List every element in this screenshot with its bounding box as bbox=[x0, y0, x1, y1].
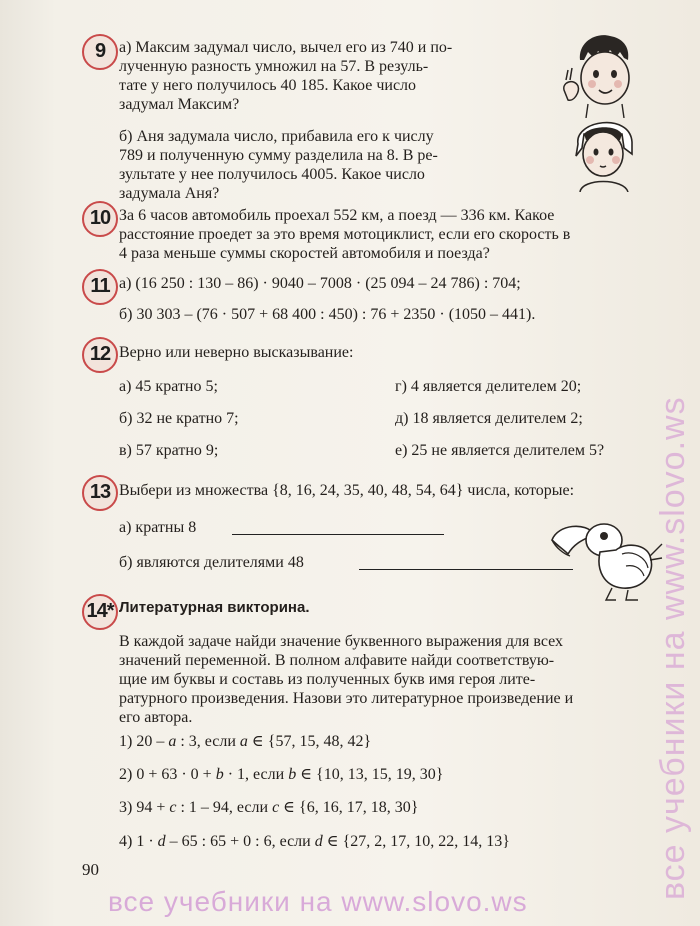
problem-10-line-1: За 6 часов автомобиль проехал 552 км, а поезд — 336 км. Какое bbox=[119, 207, 555, 224]
problem-12-number: 12 bbox=[82, 337, 118, 373]
problem-14-item-2: 2) 0 + 63 · 0 + b · 1, если b ∈ {10, 13, 15, 19, 30} bbox=[119, 766, 444, 783]
problem-10-line-3: 4 раза меньше суммы скоростей автомобиля и поезда? bbox=[119, 245, 490, 262]
problem-12-item-a: а) 45 кратно 5; bbox=[119, 378, 218, 395]
problem-14-item-4: 4) 1 · d – 65 : 65 + 0 : 6, если d ∈ {27, 2, 17, 10, 22, 14, 13} bbox=[119, 833, 510, 850]
problem-11-number: 11 bbox=[82, 269, 118, 305]
problem-13-number: 13 bbox=[82, 475, 118, 511]
problem-12-item-g: г) 4 является делителем 20; bbox=[395, 378, 582, 395]
problem-13b-answer-line bbox=[359, 569, 573, 570]
problem-12-item-v: в) 57 кратно 9; bbox=[119, 442, 219, 459]
problem-9b-line-3: зультате у нее получилось 4005. Какое число bbox=[119, 166, 425, 183]
problem-14-line-4: ратурного произведения. Назови это литературное произведение и bbox=[119, 690, 574, 707]
problem-9b-line-4: задумала Аня? bbox=[119, 185, 220, 202]
problem-14-line-5: его автора. bbox=[119, 709, 193, 726]
side-watermark: все учебники на www.slovo.ws bbox=[654, 396, 692, 900]
problem-14-title: Литературная викторина. bbox=[119, 599, 310, 616]
problem-11b: б) 30 303 – (76 · 507 + 68 400 : 450) : 76 + 2350 · (1050 – 441). bbox=[119, 306, 536, 323]
problem-14-line-2: значений переменной. В полном алфавите найди соответствую- bbox=[119, 652, 555, 669]
problem-12-intro: Верно или неверно высказывание: bbox=[119, 344, 354, 361]
problem-14-item-1: 1) 20 – a : 3, если a ∈ {57, 15, 48, 42} bbox=[119, 733, 372, 750]
problem-9a-line-3: тате у него получилось 40 185. Какое число bbox=[119, 77, 417, 94]
problem-14-line-1: В каждой задаче найди значение буквенного выражения для всех bbox=[119, 633, 564, 650]
problem-13-intro: Выбери из множества {8, 16, 24, 35, 40, 48, 54, 64} числа, которые: bbox=[119, 482, 575, 499]
bird-illustration bbox=[546, 510, 664, 602]
problem-10-number: 10 bbox=[82, 201, 118, 237]
girl-illustration bbox=[560, 108, 650, 192]
problem-12-item-e: е) 25 не является делителем 5? bbox=[395, 442, 605, 459]
problem-11a: а) (16 250 : 130 – 86) · 9040 – 7008 · (25 094 – 24 786) : 704; bbox=[119, 275, 521, 292]
problem-14-line-3: щие им буквы и составь из полученных букв имя героя лите- bbox=[119, 671, 536, 688]
problem-14-number: 14* bbox=[82, 594, 118, 630]
problem-9b-line-1: б) Аня задумала число, прибавила его к числу bbox=[119, 128, 434, 145]
problem-9a-line-1: а) Максим задумал число, вычел его из 740 и по- bbox=[119, 39, 453, 56]
problem-9b-line-2: 789 и полученную сумму разделила на 8. В ре- bbox=[119, 147, 438, 164]
problem-9a-line-4: задумал Максим? bbox=[119, 96, 240, 113]
problem-10-line-2: расстояние проедет за это время мотоциклист, если его скорость в bbox=[119, 226, 571, 243]
problem-12-item-d: д) 18 является делителем 2; bbox=[395, 410, 583, 427]
problem-9-number: 9 bbox=[82, 34, 118, 70]
problem-9a-line-2: лученную разность умножил на 57. В резуль- bbox=[119, 58, 429, 75]
bottom-watermark: все учебники на www.slovo.ws bbox=[108, 886, 528, 917]
problem-13a-answer-line bbox=[232, 534, 444, 535]
problem-13a: а) кратны 8 bbox=[119, 519, 197, 536]
problem-13b: б) являются делителями 48 bbox=[119, 554, 304, 571]
problem-12-item-b: б) 32 не кратно 7; bbox=[119, 410, 239, 427]
problem-14-item-3: 3) 94 + c : 1 – 94, если c ∈ {6, 16, 17, 18, 30} bbox=[119, 799, 419, 816]
page-number: 90 bbox=[82, 860, 99, 879]
boy-illustration bbox=[558, 30, 650, 118]
